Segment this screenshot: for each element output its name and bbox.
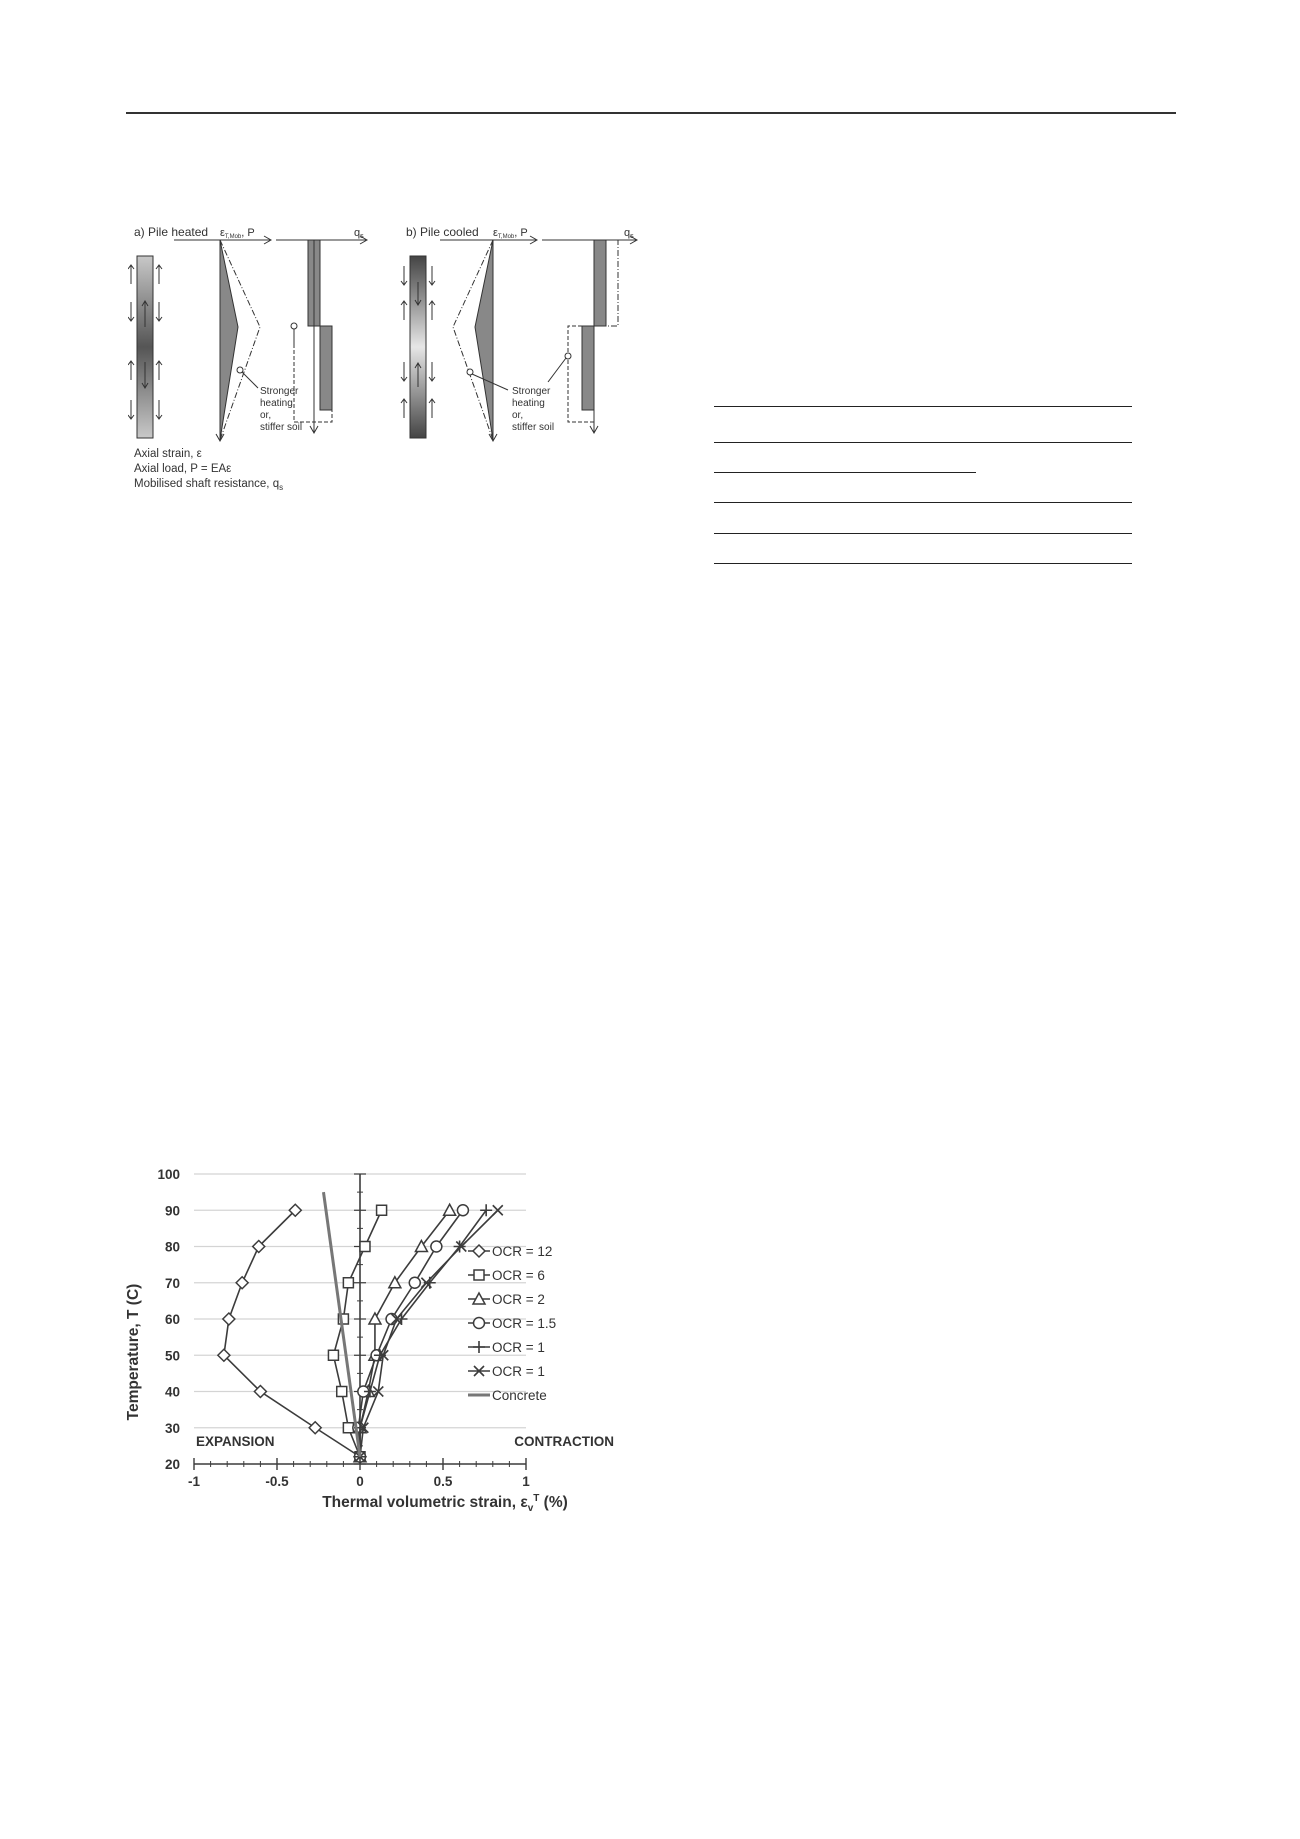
legend-label: Concrete [492,1388,547,1403]
data-point-ocr-6-1 [360,1242,370,1252]
legend-label: OCR = 1 [492,1340,545,1355]
series-line-ocr-1-5-3 [358,1210,463,1457]
data-point-ocr-1-5-3 [457,1205,468,1216]
shaft-axis-a-label: qs [354,227,364,240]
annotation-b-line2: heating [512,398,545,409]
strain-axis-b-label: εT,Mob, P [493,227,528,240]
table-rule-5 [714,533,1132,534]
legend-label: OCR = 2 [492,1292,545,1307]
annotation-b-line4: stiffer soil [512,422,555,433]
y-tick-label: 90 [164,1203,180,1219]
table-rule-6 [714,563,1132,564]
shaft-resistance-a-bottom [320,326,332,410]
x-tick-label: 0 [356,1474,364,1489]
annotation-b-line1: Stronger [512,386,551,397]
data-point-ocr-6-1 [343,1278,353,1288]
y-tick-label: 30 [164,1420,180,1436]
data-point-ocr-6-1 [328,1350,338,1360]
table-rule-1 [714,406,1132,407]
legend-label: OCR = 1.5 [492,1316,557,1331]
x-axis-title: Thermal volumetric strain, $\varepsilon_v^T$ (%) [322,1493,568,1514]
table-rule-3 [714,472,976,473]
y-tick-label: 50 [164,1348,180,1364]
table-rule-4 [714,502,1132,503]
x-tick-label: 1 [522,1474,530,1489]
data-point-ocr-6-1 [343,1423,353,1433]
table-rule-2 [714,442,1132,443]
figure-legend-line3: Mobilised shaft resistance, $q_s$ [134,478,284,492]
data-point-ocr-6-1 [377,1205,387,1215]
annotation-a-line2: heating [260,398,293,409]
x-tick-label: -1 [187,1474,201,1489]
contraction-label: CONTRACTION [514,1434,614,1449]
y-axis-title: Temperature, T (C) [125,1283,142,1421]
y-tick-label: 60 [164,1312,180,1327]
legend-marker [474,1270,484,1280]
shaft-axis-b [542,236,637,244]
annotation-b-line3: or, [512,410,524,421]
shaft-resistance-b-dashed [606,240,618,326]
panel-a-title: a) Pile heated [134,225,209,239]
annotation-a-line1: Stronger [260,386,299,397]
expansion-label: EXPANSION [196,1434,275,1449]
shaft-axis-b-label: qs [624,227,634,240]
legend-marker [474,1318,485,1329]
legend-label: OCR = 1 [492,1364,545,1379]
legend-marker [473,1341,485,1353]
thermal-strain-chart [120,1140,640,1520]
heated-pile [137,256,153,438]
pile-diagram-figure [128,222,668,502]
figure-legend-line2: Axial load, P = EAε [134,463,232,475]
header-rule [126,112,1176,114]
figure-legend-line1: Axial strain, ε [134,448,202,460]
y-tick-label: 40 [164,1384,180,1400]
y-tick-label: 80 [164,1239,180,1255]
strain-axis-a-label: εT,Mob, P [220,227,255,240]
series-line-concrete-6 [323,1192,360,1457]
annotation-a-line4: stiffer soil [260,422,303,433]
shaft-resistance-b-top [594,240,606,326]
strain-profile-a [220,240,238,440]
data-point-ocr-6-1 [337,1387,347,1397]
x-tick-label: 0.5 [433,1474,453,1489]
data-point-ocr-1-5-3 [431,1241,442,1252]
annotation-a-line3: or, [260,410,272,421]
data-point-ocr-1-5-3 [409,1277,420,1288]
y-tick-label: 70 [164,1275,180,1291]
panel-b-title: b) Pile cooled [406,225,479,239]
legend-label: OCR = 12 [492,1244,553,1259]
data-point-ocr-12-0 [236,1277,248,1289]
data-point-ocr-12-0 [309,1422,321,1434]
strain-profile-b [475,240,493,440]
shaft-resistance-b-bottom [582,326,594,410]
y-tick-label: 100 [157,1167,180,1182]
y-tick-label: 20 [164,1457,180,1472]
data-point-ocr-1-4 [480,1204,492,1216]
data-point-ocr-12-0 [223,1313,235,1325]
x-tick-label: -0.5 [265,1474,289,1489]
legend-label: OCR = 6 [492,1268,545,1283]
